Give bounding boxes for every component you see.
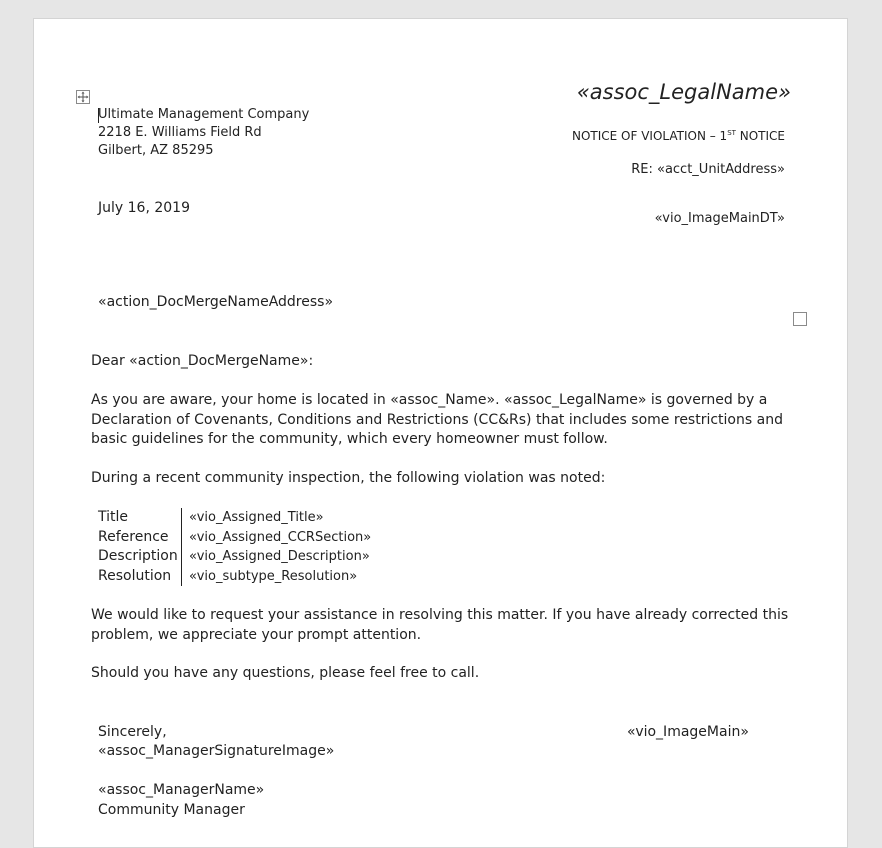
row-label: Resolution: [91, 567, 182, 587]
request-paragraph: We would like to request your assistance in resolving this matter. If you have already corrected this problem, we appreciate your prompt attention.: [91, 607, 789, 643]
intro-paragraph: As you are aware, your home is located in «assoc_Name». «assoc_LegalName» is governed by a Declaration of Covenants, Conditions and Restrictions (CC&Rs) that includes some restrictions and basic guidelines for the community, which every homeowner must follow.: [91, 392, 783, 447]
table-row: [91, 567, 371, 587]
closing-sincerely: Sincerely,: [98, 724, 167, 740]
company-city: Gilbert, AZ 85295: [98, 143, 214, 158]
row-value: «vio_Assigned_Title»: [189, 510, 324, 525]
questions-paragraph: Should you have any questions, please feel free to call.: [91, 665, 480, 681]
notice-heading: [572, 124, 785, 145]
content-control-checkbox[interactable]: [793, 312, 807, 326]
row-value: «vio_Assigned_Description»: [189, 549, 370, 564]
notice-ordinal: ST: [727, 129, 736, 137]
table-move-handle-icon[interactable]: [76, 90, 90, 104]
company-name: Ultimate Management Company: [98, 107, 310, 122]
notice-suffix: NOTICE: [735, 129, 785, 143]
salutation: Dear «action_DocMergeName»:: [91, 353, 314, 369]
row-value: «vio_subtype_Resolution»: [189, 568, 358, 584]
manager-title: Community Manager: [98, 802, 245, 818]
row-value: «vio_Assigned_CCRSection»: [189, 529, 372, 545]
recipient-address-field: «action_DocMergeNameAddress»: [98, 294, 334, 310]
assoc-legal-name-field: «assoc_LegalName»: [576, 80, 791, 104]
row-label: Reference: [91, 528, 182, 548]
letter-date: July 16, 2019: [98, 200, 190, 216]
document-page[interactable]: [33, 18, 848, 848]
violation-image-field: «vio_ImageMain»: [627, 724, 749, 740]
row-label: Title: [91, 508, 182, 528]
inspection-paragraph: During a recent community inspection, the following violation was noted:: [91, 470, 606, 486]
row-label: Description: [91, 547, 182, 567]
signature-image-field: «assoc_ManagerSignatureImage»: [98, 743, 335, 759]
violation-table: [91, 508, 371, 586]
manager-name-field: «assoc_ManagerName»: [98, 782, 265, 798]
table-row: [91, 547, 371, 567]
table-row: [91, 528, 371, 548]
notice-prefix: NOTICE OF VIOLATION – 1: [571, 129, 728, 143]
company-street: 2218 E. Williams Field Rd: [98, 125, 262, 140]
table-row: [91, 508, 371, 528]
re-unit-address: RE: «acct_UnitAddress»: [631, 162, 785, 177]
image-date-field: «vio_ImageMainDT»: [654, 211, 785, 226]
